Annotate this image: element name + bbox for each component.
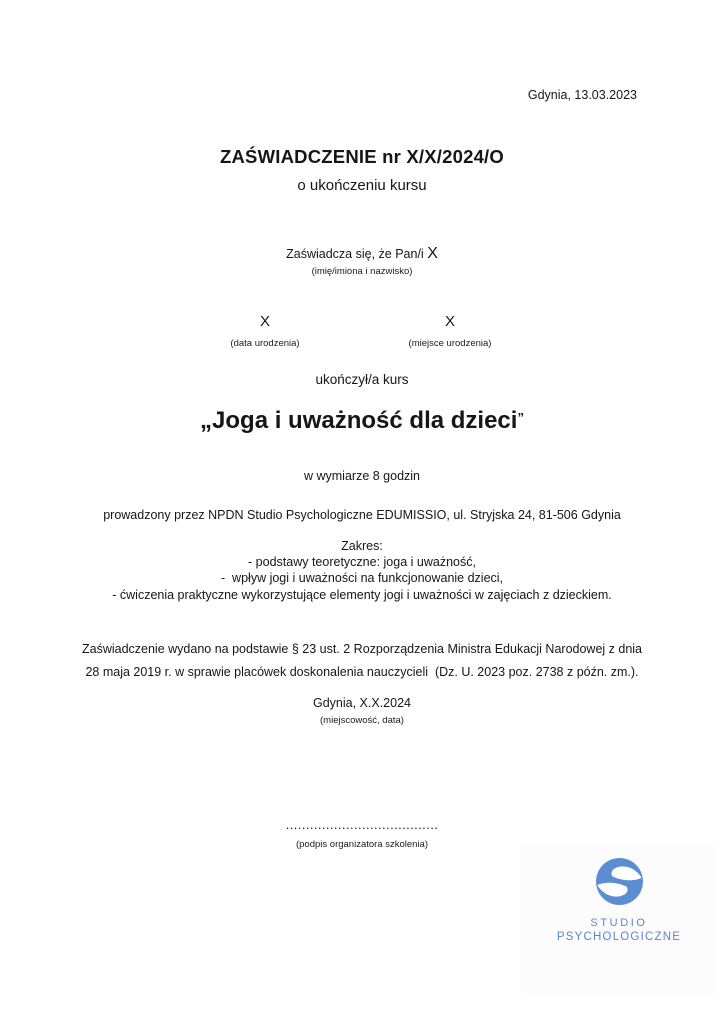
birth-place-value: X (444, 313, 455, 330)
certificate-title: ZAŚWIADCZENIE nr X/X/2024/O (220, 146, 504, 167)
statement-line (0, 245, 724, 263)
legal-line: 28 maja 2019 r. w sprawie placówek doskonalenia nauczycieli (Dz. U. 2023 poz. 2738 z późn. zm.). (85, 664, 639, 679)
birth-date-field (190, 313, 340, 349)
statement-prefix: Zaświadcza się, że Pan/i (286, 247, 428, 261)
signature-caption: (podpis organizatora szkolenia) (295, 839, 429, 850)
scope-item: - podstawy teoretyczne: joga i uważność, (248, 555, 476, 570)
studio-psychologiczne-logo (520, 858, 718, 944)
issue-place-date-caption: (miejscowość, data) (320, 715, 404, 726)
scope-item: - wpływ jogi i uważności na funkcjonowanie dzieci, (220, 571, 504, 586)
name-caption: (imię/imiona i nazwisko) (311, 266, 413, 277)
certificate-subtitle: o ukończeniu kursu (297, 177, 427, 194)
birth-date-value: X (259, 313, 270, 330)
signature-dotted-line: ...................................... (285, 817, 439, 832)
logo-text-line1: STUDIO (590, 917, 648, 929)
course-title (0, 407, 724, 435)
birth-place-field (375, 313, 525, 349)
logo-text-line2: PSYCHOLOGICZNE (556, 931, 682, 943)
birth-date-caption: (data urodzenia) (230, 338, 300, 349)
issue-place-date: Gdynia, X.X.2024 (313, 696, 411, 710)
course-hours-line: w wymiarze 8 godzin (303, 469, 420, 483)
completed-course-line: ukończył/a kurs (315, 372, 409, 387)
scope-item: - ćwiczenia praktyczne wykorzystujące elementy jogi i uważności w zajęciach z dzieckiem. (112, 587, 612, 602)
birth-place-caption: (miejsce urodzenia) (408, 338, 492, 349)
scope-section (0, 538, 724, 603)
course-title-text: Joga i uważność dla dzieci (212, 407, 518, 434)
issue-city-date: Gdynia, 13.03.2023 (527, 88, 637, 102)
participant-name-placeholder: X (427, 245, 438, 262)
legal-line: Zaświadczenie wydano na podstawie § 23 ust. 2 Rozporządzenia Ministra Edukacji Narodowej z dnia (81, 642, 643, 656)
scope-heading: Zakres: (341, 539, 383, 553)
legal-basis-paragraph (0, 638, 724, 683)
studio-psychologiczne-logo-icon (596, 858, 643, 905)
provider-line: prowadzony przez NPDN Studio Psychologiczne EDUMISSIO, ul. Stryjska 24, 81-506 Gdynia (103, 508, 621, 522)
close-quote: ” (517, 410, 524, 425)
open-quote: „ (200, 407, 213, 434)
logo-panel (520, 842, 718, 994)
